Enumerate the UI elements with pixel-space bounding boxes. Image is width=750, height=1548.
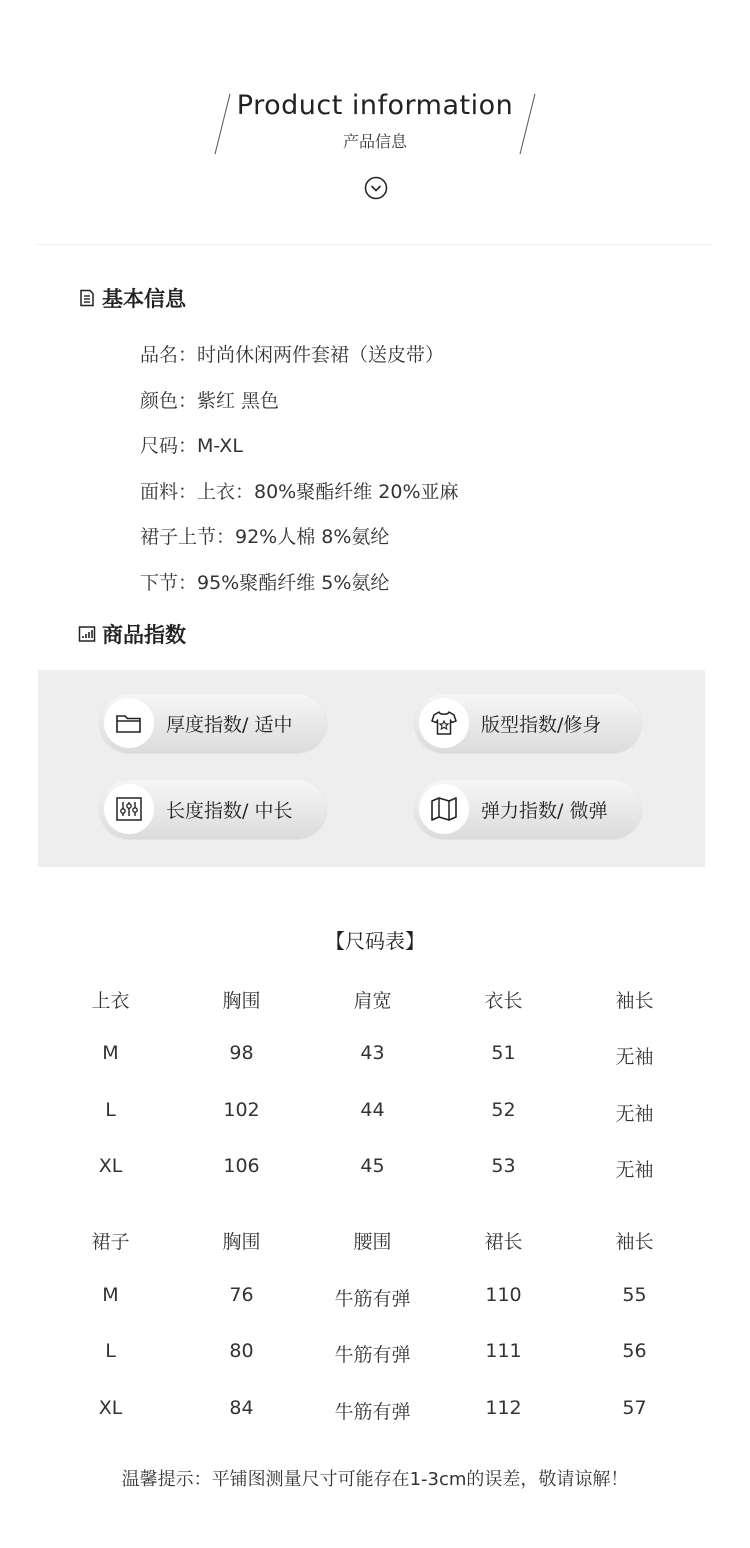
table-row xyxy=(45,1099,710,1129)
index-thickness-label: 厚度指数/ 适中 xyxy=(166,714,293,736)
table-cell: L xyxy=(105,1099,116,1121)
index-pill-fit xyxy=(415,694,641,752)
measurement-note: 温馨提示：平铺图测量尺寸可能存在1-3cm的误差，敬请谅解！ xyxy=(121,1469,629,1490)
table-cell: 55 xyxy=(622,1284,647,1306)
table-cell: 111 xyxy=(485,1340,522,1362)
index-fit-label: 版型指数/修身 xyxy=(481,714,602,736)
table-cell: 衣长 xyxy=(484,990,523,1012)
product-index-heading xyxy=(78,619,186,649)
table-cell: 106 xyxy=(223,1155,260,1177)
table-cell: XL xyxy=(98,1397,123,1419)
basic-info-heading xyxy=(78,283,186,313)
table-cell: 肩宽 xyxy=(353,990,392,1012)
basic-info-heading-text: 基本信息 xyxy=(102,287,186,311)
table-cell: XL xyxy=(98,1155,123,1177)
table-cell: 44 xyxy=(360,1099,385,1121)
index-pill-length xyxy=(100,780,326,838)
table-cell: 102 xyxy=(223,1099,260,1121)
index-elasticity-label: 弹力指数/ 微弹 xyxy=(481,800,608,822)
table-row xyxy=(45,1397,710,1427)
table-cell: 57 xyxy=(622,1397,647,1419)
table-cell: 56 xyxy=(622,1340,647,1362)
map-icon xyxy=(429,794,459,824)
table-cell: 98 xyxy=(229,1042,254,1064)
index-panel xyxy=(38,670,705,867)
table-cell: 袖长 xyxy=(615,1231,654,1253)
table-cell: 45 xyxy=(360,1155,385,1177)
info-line-size: 尺码：M-XL xyxy=(140,435,243,457)
bar-chart-icon xyxy=(78,625,96,643)
size-table-title: 【尺码表】 xyxy=(325,929,425,953)
table-cell: 裙长 xyxy=(484,1231,523,1253)
page-subtitle: 产品信息 xyxy=(342,132,407,151)
table-cell: 112 xyxy=(485,1397,522,1419)
table-cell: 无袖 xyxy=(615,1103,654,1125)
info-line-name: 品名：时尚休闲两件套裙（送皮带） xyxy=(140,344,445,366)
table-cell: 腰围 xyxy=(353,1231,392,1253)
table-cell: 110 xyxy=(485,1284,522,1306)
table-header-row xyxy=(45,1227,710,1257)
table-cell: 76 xyxy=(229,1284,254,1306)
table-cell: 牛筋有弹 xyxy=(334,1288,411,1310)
index-pill-icon-wrap xyxy=(419,784,469,834)
table-row xyxy=(45,1340,710,1370)
document-icon xyxy=(78,289,96,307)
info-line-skirt-bottom: 下节：95%聚酯纤维 5%氨纶 xyxy=(140,572,390,594)
info-line-fabric: 面料：上衣：80%聚酯纤维 20%亚麻 xyxy=(140,481,459,503)
table-cell: 胸围 xyxy=(222,990,261,1012)
table-cell: 袖长 xyxy=(615,990,654,1012)
table-row xyxy=(45,1155,710,1185)
page-title: Product information xyxy=(236,90,514,121)
table-header-row xyxy=(45,986,710,1016)
table-cell: 52 xyxy=(491,1099,516,1121)
table-cell: 53 xyxy=(491,1155,516,1177)
table-row xyxy=(45,1284,710,1314)
tshirt-icon xyxy=(429,708,459,738)
table-cell: L xyxy=(105,1340,116,1362)
table-cell: 上衣 xyxy=(91,990,130,1012)
table-cell: 43 xyxy=(360,1042,385,1064)
table-cell: 80 xyxy=(229,1340,254,1362)
chevron-down-icon xyxy=(364,176,388,200)
table-cell: M xyxy=(102,1284,119,1306)
info-line-skirt-top: 裙子上节：92%人棉 8%氨纶 xyxy=(140,526,390,548)
table-cell: 51 xyxy=(491,1042,516,1064)
header-divider xyxy=(36,244,712,245)
index-length-label: 长度指数/ 中长 xyxy=(166,800,293,822)
table-cell: 牛筋有弹 xyxy=(334,1344,411,1366)
info-line-color: 颜色：紫红 黑色 xyxy=(140,390,280,412)
table-cell: 裙子 xyxy=(91,1231,130,1253)
product-index-heading-text: 商品指数 xyxy=(102,623,186,647)
folder-icon xyxy=(114,708,144,738)
table-cell: 胸围 xyxy=(222,1231,261,1253)
index-pill-elasticity xyxy=(415,780,641,838)
table-cell: 牛筋有弹 xyxy=(334,1401,411,1423)
index-pill-thickness xyxy=(100,694,326,752)
index-pill-icon-wrap xyxy=(104,698,154,748)
sliders-icon xyxy=(114,794,144,824)
table-cell: M xyxy=(102,1042,119,1064)
table-cell: 无袖 xyxy=(615,1159,654,1181)
table-row xyxy=(45,1042,710,1072)
table-cell: 无袖 xyxy=(615,1046,654,1068)
table-cell: 84 xyxy=(229,1397,254,1419)
index-pill-icon-wrap xyxy=(104,784,154,834)
index-pill-icon-wrap xyxy=(419,698,469,748)
